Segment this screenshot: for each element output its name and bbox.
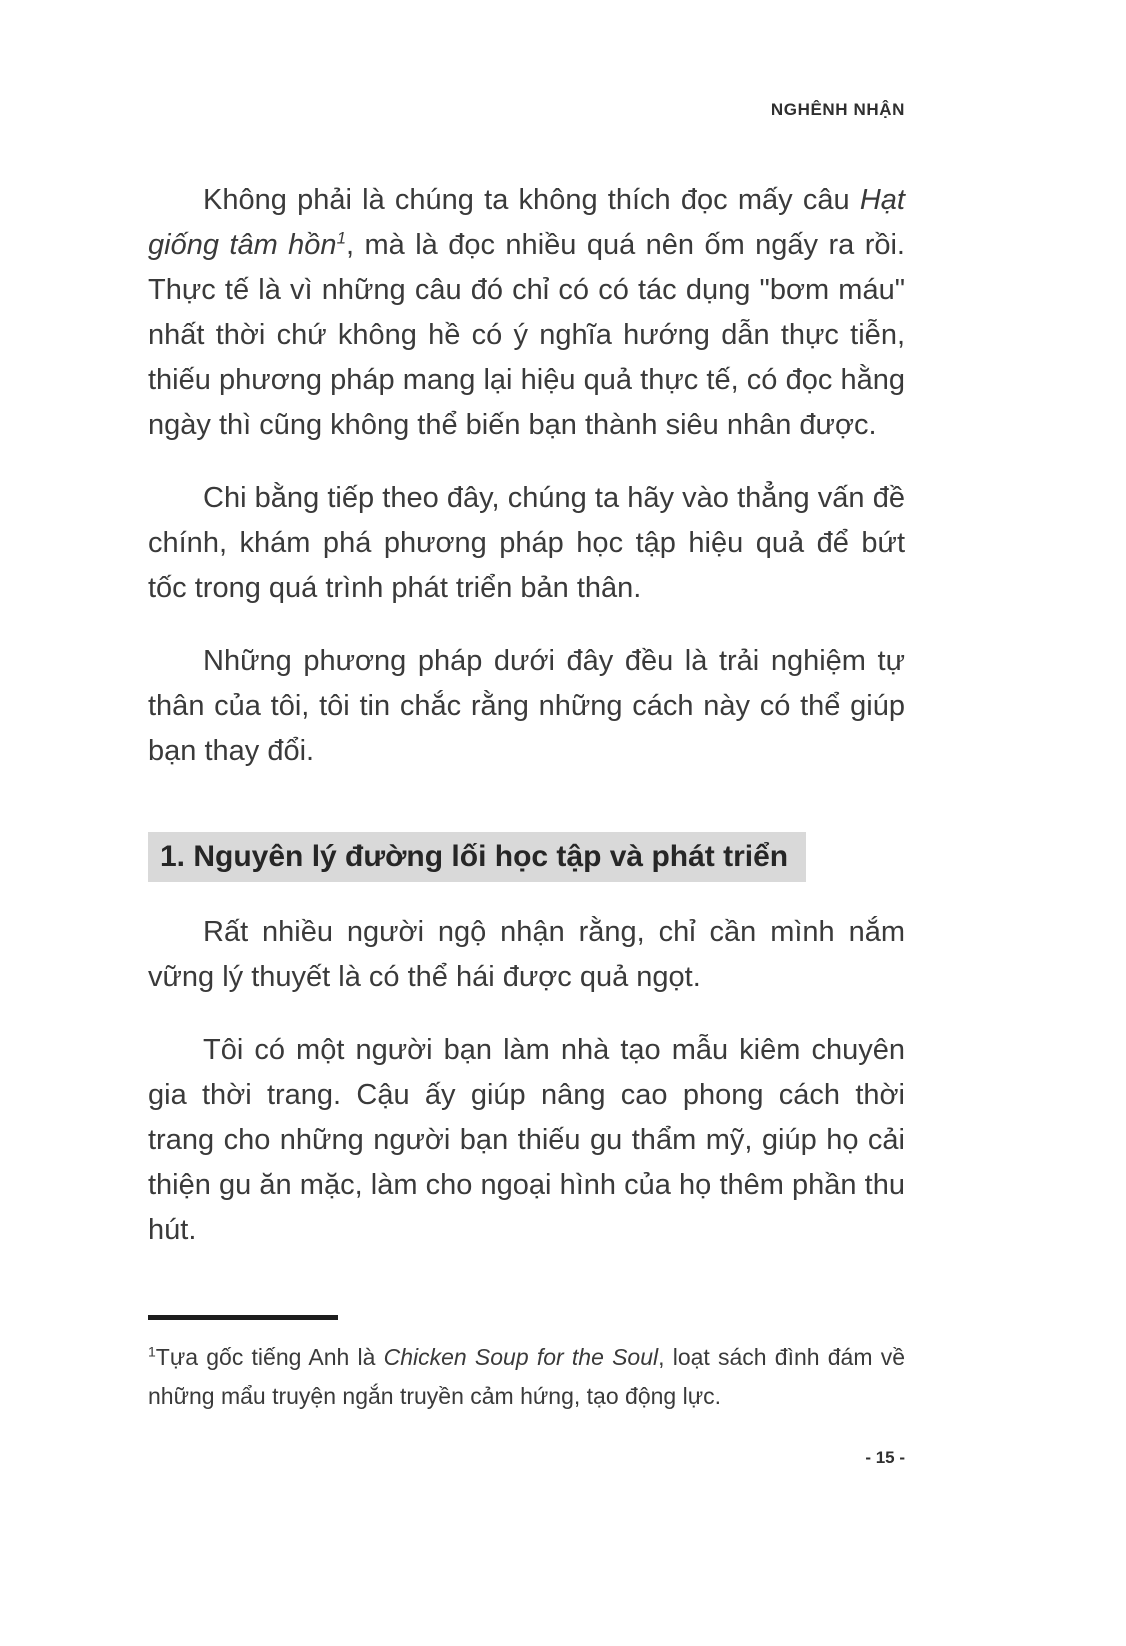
book-title-italic: Hạt giống tâm hồn [148,184,905,261]
paragraph-transition: Chi bằng tiếp theo đây, chúng ta hãy vào thẳng vấn đề chính, khám phá phương pháp học tập hiệu quả để bứt tốc trong quá trình phát triển bản thân. [148,482,905,604]
section-heading-row [148,832,905,882]
section-heading: 1. Nguyên lý đường lối học tập và phát triển [148,832,806,882]
paragraph-intro [148,178,905,448]
footnote-divider [148,1315,338,1320]
text-run: Không phải là chúng ta không thích đọc mấy câu [203,184,860,216]
original-title-italic: Chicken Soup for the Soul [383,1344,659,1370]
text-run: Tựa gốc tiếng Anh là [155,1344,384,1370]
paragraph-friend-story: Tôi có một người bạn làm nhà tạo mẫu kiêm chuyên gia thời trang. Cậu ấy giúp nâng cao phong cách thời trang cho những người bạn thiếu gu thẩm mỹ, giúp họ cải thiện gu ăn mặc, làm cho ngoại hình của họ thêm phần thu hút. [148,1034,905,1246]
footnote [148,1338,905,1416]
footnote-marker: 1 [148,1343,156,1360]
text-run: , loạt sách đình đám về những mẩu truyện ngắn truyền cảm hứng, tạo động lực. [148,1344,906,1409]
footnote-reference: 1 [336,228,347,248]
paragraph-promise: Những phương pháp dưới đây đều là trải nghiệm tự thân của tôi, tôi tin chắc rằng những cách này có thể giúp bạn thay đổi. [148,645,905,767]
running-header: NGHÊNH NHẬN [770,100,905,119]
paragraph-misconception: Rất nhiều người ngộ nhận rằng, chỉ cần mình nắm vững lý thuyết là có thể hái được quả ngọt. [148,916,905,993]
page-number: - 15 - [865,1448,905,1467]
text-run: , mà là đọc nhiều quá nên ốm ngấy ra rồi. Thực tế là vì những câu đó chỉ có có tác dụng "bơm máu" nhất thời chứ không hề có ý nghĩa hướng dẫn thực tiễn, thiếu phương pháp mang lại hiệu quả thực tế, có đọc hằng ngày thì cũng không thể biến bạn thành siêu nhân được. [148,229,905,441]
